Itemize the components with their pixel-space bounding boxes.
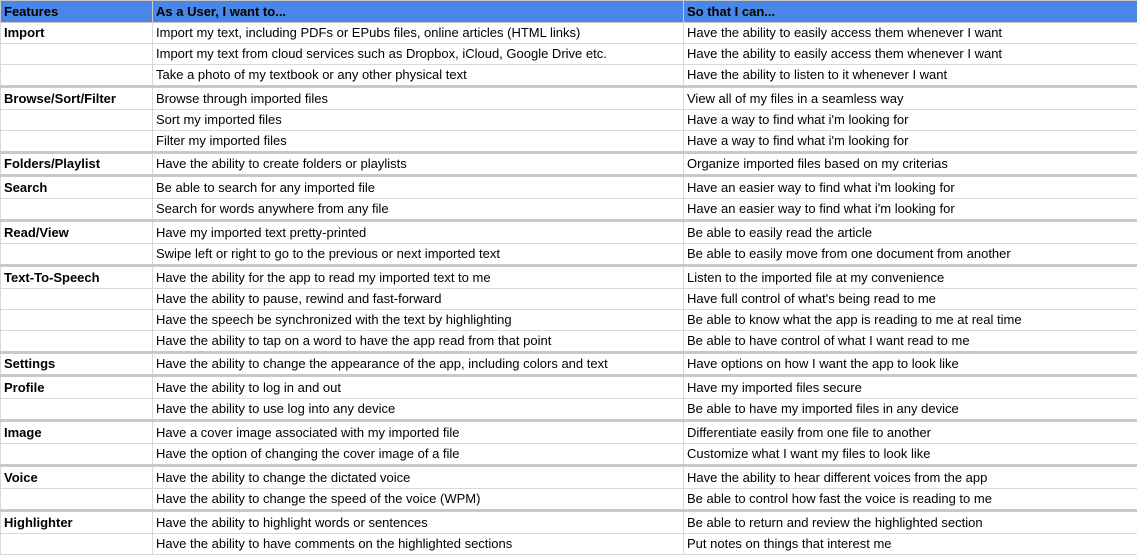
feature-cell[interactable] — [1, 131, 153, 153]
so-cell[interactable]: Have full control of what's being read to me — [684, 289, 1137, 310]
table-row — [1, 489, 1137, 511]
so-cell[interactable]: Have the ability to easily access them whenever I want — [684, 44, 1137, 65]
feature-cell[interactable]: Search — [1, 176, 153, 199]
want-cell[interactable]: Swipe left or right to go to the previous or next imported text — [153, 244, 684, 266]
feature-cell[interactable]: Browse/Sort/Filter — [1, 87, 153, 110]
want-cell[interactable]: Have the ability to highlight words or sentences — [153, 511, 684, 534]
feature-cell[interactable] — [1, 244, 153, 266]
header-row — [1, 1, 1137, 23]
want-cell[interactable]: Have a cover image associated with my imported file — [153, 421, 684, 444]
feature-cell[interactable]: Profile — [1, 376, 153, 399]
feature-cell[interactable] — [1, 65, 153, 87]
table-row — [1, 466, 1137, 489]
table-row — [1, 444, 1137, 466]
so-cell[interactable]: Have my imported files secure — [684, 376, 1137, 399]
want-cell[interactable]: Have the ability to create folders or playlists — [153, 153, 684, 176]
table-row — [1, 310, 1137, 331]
want-cell[interactable]: Have the option of changing the cover image of a file — [153, 444, 684, 466]
want-cell[interactable]: Search for words anywhere from any file — [153, 199, 684, 221]
table-row — [1, 376, 1137, 399]
so-cell[interactable]: Organize imported files based on my criterias — [684, 153, 1137, 176]
want-cell[interactable]: Take a photo of my textbook or any other physical text — [153, 65, 684, 87]
want-cell[interactable]: Have the ability to pause, rewind and fast-forward — [153, 289, 684, 310]
feature-cell[interactable] — [1, 44, 153, 65]
want-cell[interactable]: Import my text from cloud services such as Dropbox, iCloud, Google Drive etc. — [153, 44, 684, 65]
so-cell[interactable]: Have the ability to listen to it whenever I want — [684, 65, 1137, 87]
feature-cell[interactable] — [1, 110, 153, 131]
want-cell[interactable]: Have the ability for the app to read my imported text to me — [153, 266, 684, 289]
so-cell[interactable]: Listen to the imported file at my convenience — [684, 266, 1137, 289]
feature-cell[interactable] — [1, 534, 153, 555]
header-so[interactable]: So that I can... — [684, 1, 1137, 23]
table-row — [1, 266, 1137, 289]
want-cell[interactable]: Import my text, including PDFs or EPubs files, online articles (HTML links) — [153, 23, 684, 44]
so-cell[interactable]: Be able to have my imported files in any device — [684, 399, 1137, 421]
table-header — [1, 1, 1137, 23]
feature-cell[interactable] — [1, 489, 153, 511]
table-row — [1, 87, 1137, 110]
table-row — [1, 353, 1137, 376]
want-cell[interactable]: Sort my imported files — [153, 110, 684, 131]
table-row — [1, 153, 1137, 176]
table-row — [1, 199, 1137, 221]
feature-cell[interactable]: Highlighter — [1, 511, 153, 534]
table-row — [1, 110, 1137, 131]
table-row — [1, 221, 1137, 244]
so-cell[interactable]: Have an easier way to find what i'm looking for — [684, 199, 1137, 221]
so-cell[interactable]: Be able to return and review the highlighted section — [684, 511, 1137, 534]
table-row — [1, 511, 1137, 534]
table-row — [1, 331, 1137, 353]
so-cell[interactable]: Have options on how I want the app to look like — [684, 353, 1137, 376]
want-cell[interactable]: Have the ability to log in and out — [153, 376, 684, 399]
table-row — [1, 65, 1137, 87]
feature-cell[interactable] — [1, 289, 153, 310]
feature-cell[interactable] — [1, 331, 153, 353]
so-cell[interactable]: Have the ability to hear different voices from the app — [684, 466, 1137, 489]
want-cell[interactable]: Browse through imported files — [153, 87, 684, 110]
feature-cell[interactable] — [1, 310, 153, 331]
so-cell[interactable]: View all of my files in a seamless way — [684, 87, 1137, 110]
so-cell[interactable]: Put notes on things that interest me — [684, 534, 1137, 555]
feature-cell[interactable]: Text-To-Speech — [1, 266, 153, 289]
table-body — [1, 23, 1137, 555]
want-cell[interactable]: Have my imported text pretty-printed — [153, 221, 684, 244]
so-cell[interactable]: Have a way to find what i'm looking for — [684, 110, 1137, 131]
want-cell[interactable]: Be able to search for any imported file — [153, 176, 684, 199]
table-row — [1, 399, 1137, 421]
feature-cell[interactable] — [1, 199, 153, 221]
so-cell[interactable]: Have a way to find what i'm looking for — [684, 131, 1137, 153]
want-cell[interactable]: Have the ability to tap on a word to have the app read from that point — [153, 331, 684, 353]
want-cell[interactable]: Have the ability to have comments on the highlighted sections — [153, 534, 684, 555]
header-features[interactable]: Features — [1, 1, 153, 23]
feature-cell[interactable] — [1, 444, 153, 466]
so-cell[interactable]: Have an easier way to find what i'm looking for — [684, 176, 1137, 199]
so-cell[interactable]: Differentiate easily from one file to another — [684, 421, 1137, 444]
so-cell[interactable]: Have the ability to easily access them whenever I want — [684, 23, 1137, 44]
so-cell[interactable]: Be able to know what the app is reading to me at real time — [684, 310, 1137, 331]
table-row — [1, 244, 1137, 266]
want-cell[interactable]: Have the ability to use log into any device — [153, 399, 684, 421]
table-row — [1, 289, 1137, 310]
feature-cell[interactable]: Read/View — [1, 221, 153, 244]
want-cell[interactable]: Have the ability to change the appearance of the app, including colors and text — [153, 353, 684, 376]
table-row — [1, 44, 1137, 65]
so-cell[interactable]: Be able to easily move from one document from another — [684, 244, 1137, 266]
table-row — [1, 131, 1137, 153]
so-cell[interactable]: Be able to easily read the article — [684, 221, 1137, 244]
want-cell[interactable]: Have the ability to change the speed of the voice (WPM) — [153, 489, 684, 511]
want-cell[interactable]: Have the ability to change the dictated voice — [153, 466, 684, 489]
feature-cell[interactable] — [1, 399, 153, 421]
so-cell[interactable]: Be able to have control of what I want read to me — [684, 331, 1137, 353]
table-row — [1, 534, 1137, 555]
feature-cell[interactable]: Import — [1, 23, 153, 44]
table-row — [1, 23, 1137, 44]
feature-cell[interactable]: Image — [1, 421, 153, 444]
feature-cell[interactable]: Folders/Playlist — [1, 153, 153, 176]
want-cell[interactable]: Filter my imported files — [153, 131, 684, 153]
table-row — [1, 176, 1137, 199]
feature-cell[interactable]: Settings — [1, 353, 153, 376]
table-row — [1, 421, 1137, 444]
want-cell[interactable]: Have the speech be synchronized with the text by highlighting — [153, 310, 684, 331]
header-want[interactable]: As a User, I want to... — [153, 1, 684, 23]
so-cell[interactable]: Customize what I want my files to look like — [684, 444, 1137, 466]
so-cell[interactable]: Be able to control how fast the voice is reading to me — [684, 489, 1137, 511]
feature-cell[interactable]: Voice — [1, 466, 153, 489]
